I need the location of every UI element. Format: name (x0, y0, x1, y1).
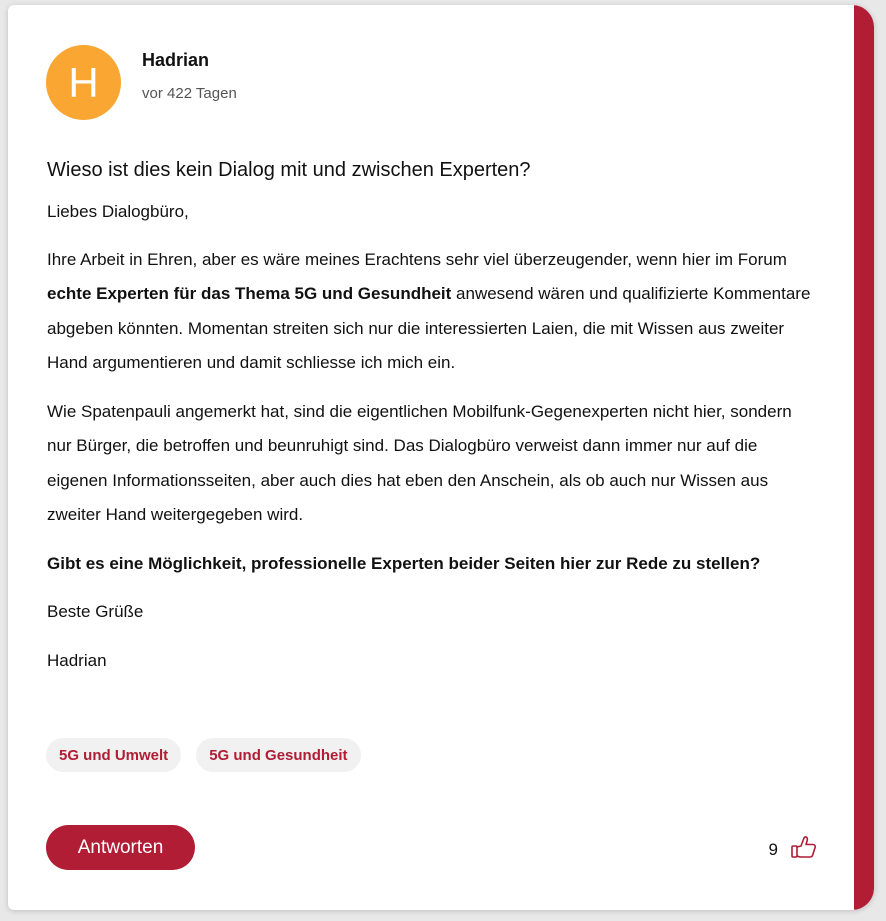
thumbs-up-icon[interactable] (790, 833, 818, 866)
question-bold: Gibt es eine Möglichkeit, professionelle Experten beider Seiten hier zur Rede zu stellen? (47, 553, 761, 573)
post-meta (142, 50, 237, 102)
post-paragraph-1 (47, 243, 817, 381)
post-greeting: Liebes Dialogbüro, (47, 202, 189, 221)
avatar: H (46, 45, 121, 120)
forum-post-card (8, 5, 874, 910)
paragraph-1-text-b: anwesend wären und qualifizierte Kommentare abgeben könnten. Momentan streiten sich nur die interessierten Laien, die mit Wissen aus zweiter Hand argumentieren und damit schliesse ich mich ein. (47, 284, 811, 372)
tag-list (46, 738, 361, 772)
like-group (769, 833, 818, 866)
paragraph-1-bold: echte Experten für das Thema 5G und Gesundheit (47, 284, 452, 303)
post-content (47, 159, 817, 692)
like-count: 9 (768, 839, 778, 859)
paragraph-1-text-a: Ihre Arbeit in Ehren, aber es wäre meines Erachtens sehr viel überzeugender, wenn hier im Forum (47, 249, 787, 269)
tag-5g-umwelt[interactable]: 5G und Umwelt (46, 738, 181, 772)
post-closing: Beste Grüße (47, 602, 144, 621)
post-paragraph-2: Wie Spatenpauli angemerkt hat, sind die eigentlichen Mobilfunk-Gegenexperten nicht hier, sondern nur Bürger, die betroffen und beunruhigt sind. Das Dialogbüro verweist dann immer nur auf die eigenen Informationsseiten, aber auch dies hat eben den Anschein, als ob auch nur Wissen aus zweiter Hand weitergegeben wird. (47, 401, 792, 524)
post-signature: Hadrian (47, 650, 107, 670)
card-accent-bar (854, 5, 874, 910)
author-name: Hadrian (142, 50, 210, 70)
post-header (46, 45, 237, 120)
tag-5g-gesundheit[interactable]: 5G und Gesundheit (196, 738, 360, 772)
post-title: Wieso ist dies kein Dialog mit und zwischen Experten? (47, 159, 531, 181)
reply-button[interactable]: Antworten (46, 825, 195, 870)
post-question (47, 547, 817, 582)
post-time: vor 422 Tagen (142, 85, 237, 102)
